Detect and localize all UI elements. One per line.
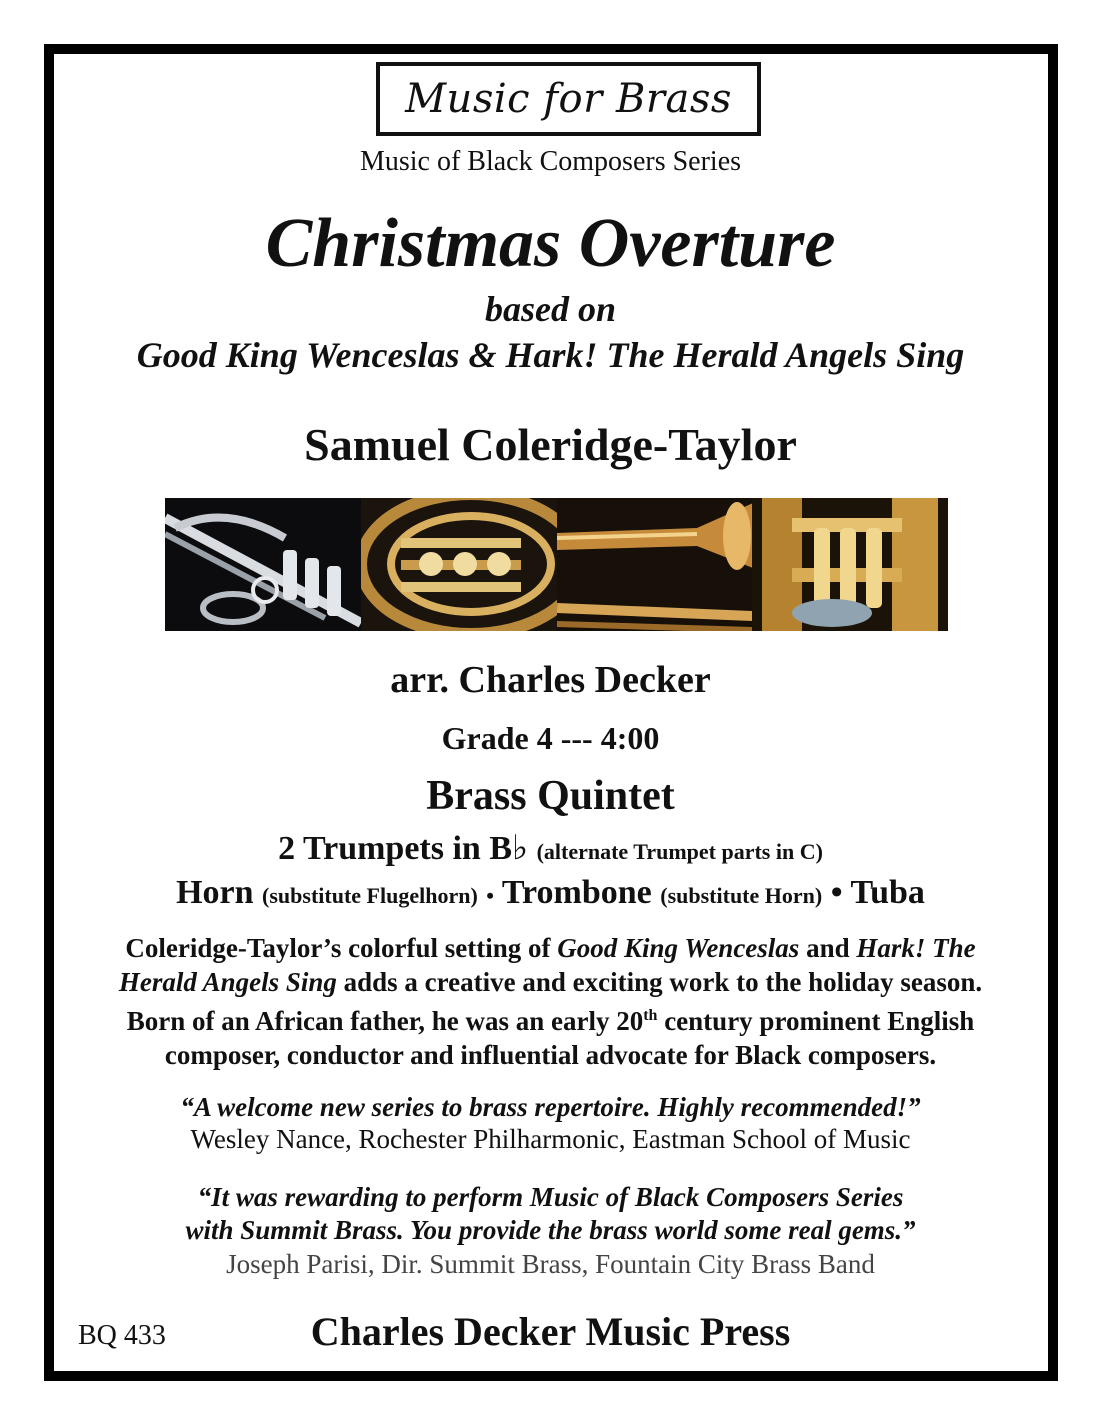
trumpets-label: 2 Trumpets in B♭ (278, 830, 529, 867)
arranger: arr. Charles Decker (390, 659, 711, 701)
other-instrumentation (0, 874, 1101, 912)
series-name: Music of Black Composers Series (359, 146, 742, 177)
testimonial-attribution: Joseph Parisi, Dir. Summit Brass, Fountain City Brass Band (226, 1249, 875, 1279)
ensemble-name: Brass Quintet (426, 773, 675, 819)
separator: • (486, 883, 494, 908)
series-logo (376, 62, 761, 136)
desc-title: Hark! The (856, 933, 976, 963)
instrument-photo-strip (165, 498, 948, 631)
desc-text: century prominent English (657, 1006, 975, 1036)
horn-label: Horn (176, 874, 254, 911)
desc-text: Coleridge-Taylor’s colorful setting of (125, 933, 558, 963)
testimonial-attribution: Wesley Nance, Rochester Philharmonic, Eastman School of Music (190, 1124, 911, 1154)
composer-name: Samuel Coleridge-Taylor (304, 419, 797, 470)
publisher-name: Charles Decker Music Press (310, 1309, 791, 1354)
tuba-label: Tuba (850, 874, 925, 911)
testimonial-quote: with Summit Brass. You provide the brass world some real gems.” (185, 1215, 916, 1245)
trombone-label: Trombone (501, 874, 652, 911)
logo-text: Music for Brass (405, 76, 732, 122)
horn-photo-icon (361, 498, 557, 631)
trumpets-note: (alternate Trumpet parts in C) (536, 839, 823, 864)
testimonial-quote: “A welcome new series to brass repertoire. Highly recommended!” (180, 1092, 921, 1122)
source-tunes: Good King Wenceslas & Hark! The Herald Angels Sing (136, 335, 965, 375)
horn-note: (substitute Flugelhorn) (262, 883, 478, 908)
desc-title: Good King Wenceslas (557, 933, 800, 963)
desc-text: adds a creative and exciting work to the holiday season. (336, 966, 983, 997)
grade-duration: Grade 4 --- 4:00 (441, 720, 660, 756)
desc-text: Born of an African father, he was an early 20 (126, 1006, 644, 1036)
trumpet-photo-icon (165, 498, 361, 631)
separator: • (830, 874, 843, 911)
catalog-code: BQ 433 (78, 1320, 166, 1351)
testimonial-quote: “It was rewarding to perform Music of Black Composers Series (197, 1182, 904, 1212)
based-on-label: based on (484, 289, 616, 329)
trombone-note: (substitute Horn) (660, 883, 823, 908)
desc-title: Herald Angels Sing (118, 966, 337, 997)
desc-text: composer, conductor and influential advocate for Black composers. (164, 1039, 937, 1070)
trombone-photo-icon (557, 498, 753, 631)
desc-superscript: th (643, 1007, 658, 1024)
desc-text: and (799, 933, 857, 963)
work-description (70, 932, 1031, 1072)
tuba-photo-icon (752, 498, 948, 631)
work-title: Christmas Overture (265, 205, 836, 282)
trumpet-instrumentation (0, 828, 1101, 868)
